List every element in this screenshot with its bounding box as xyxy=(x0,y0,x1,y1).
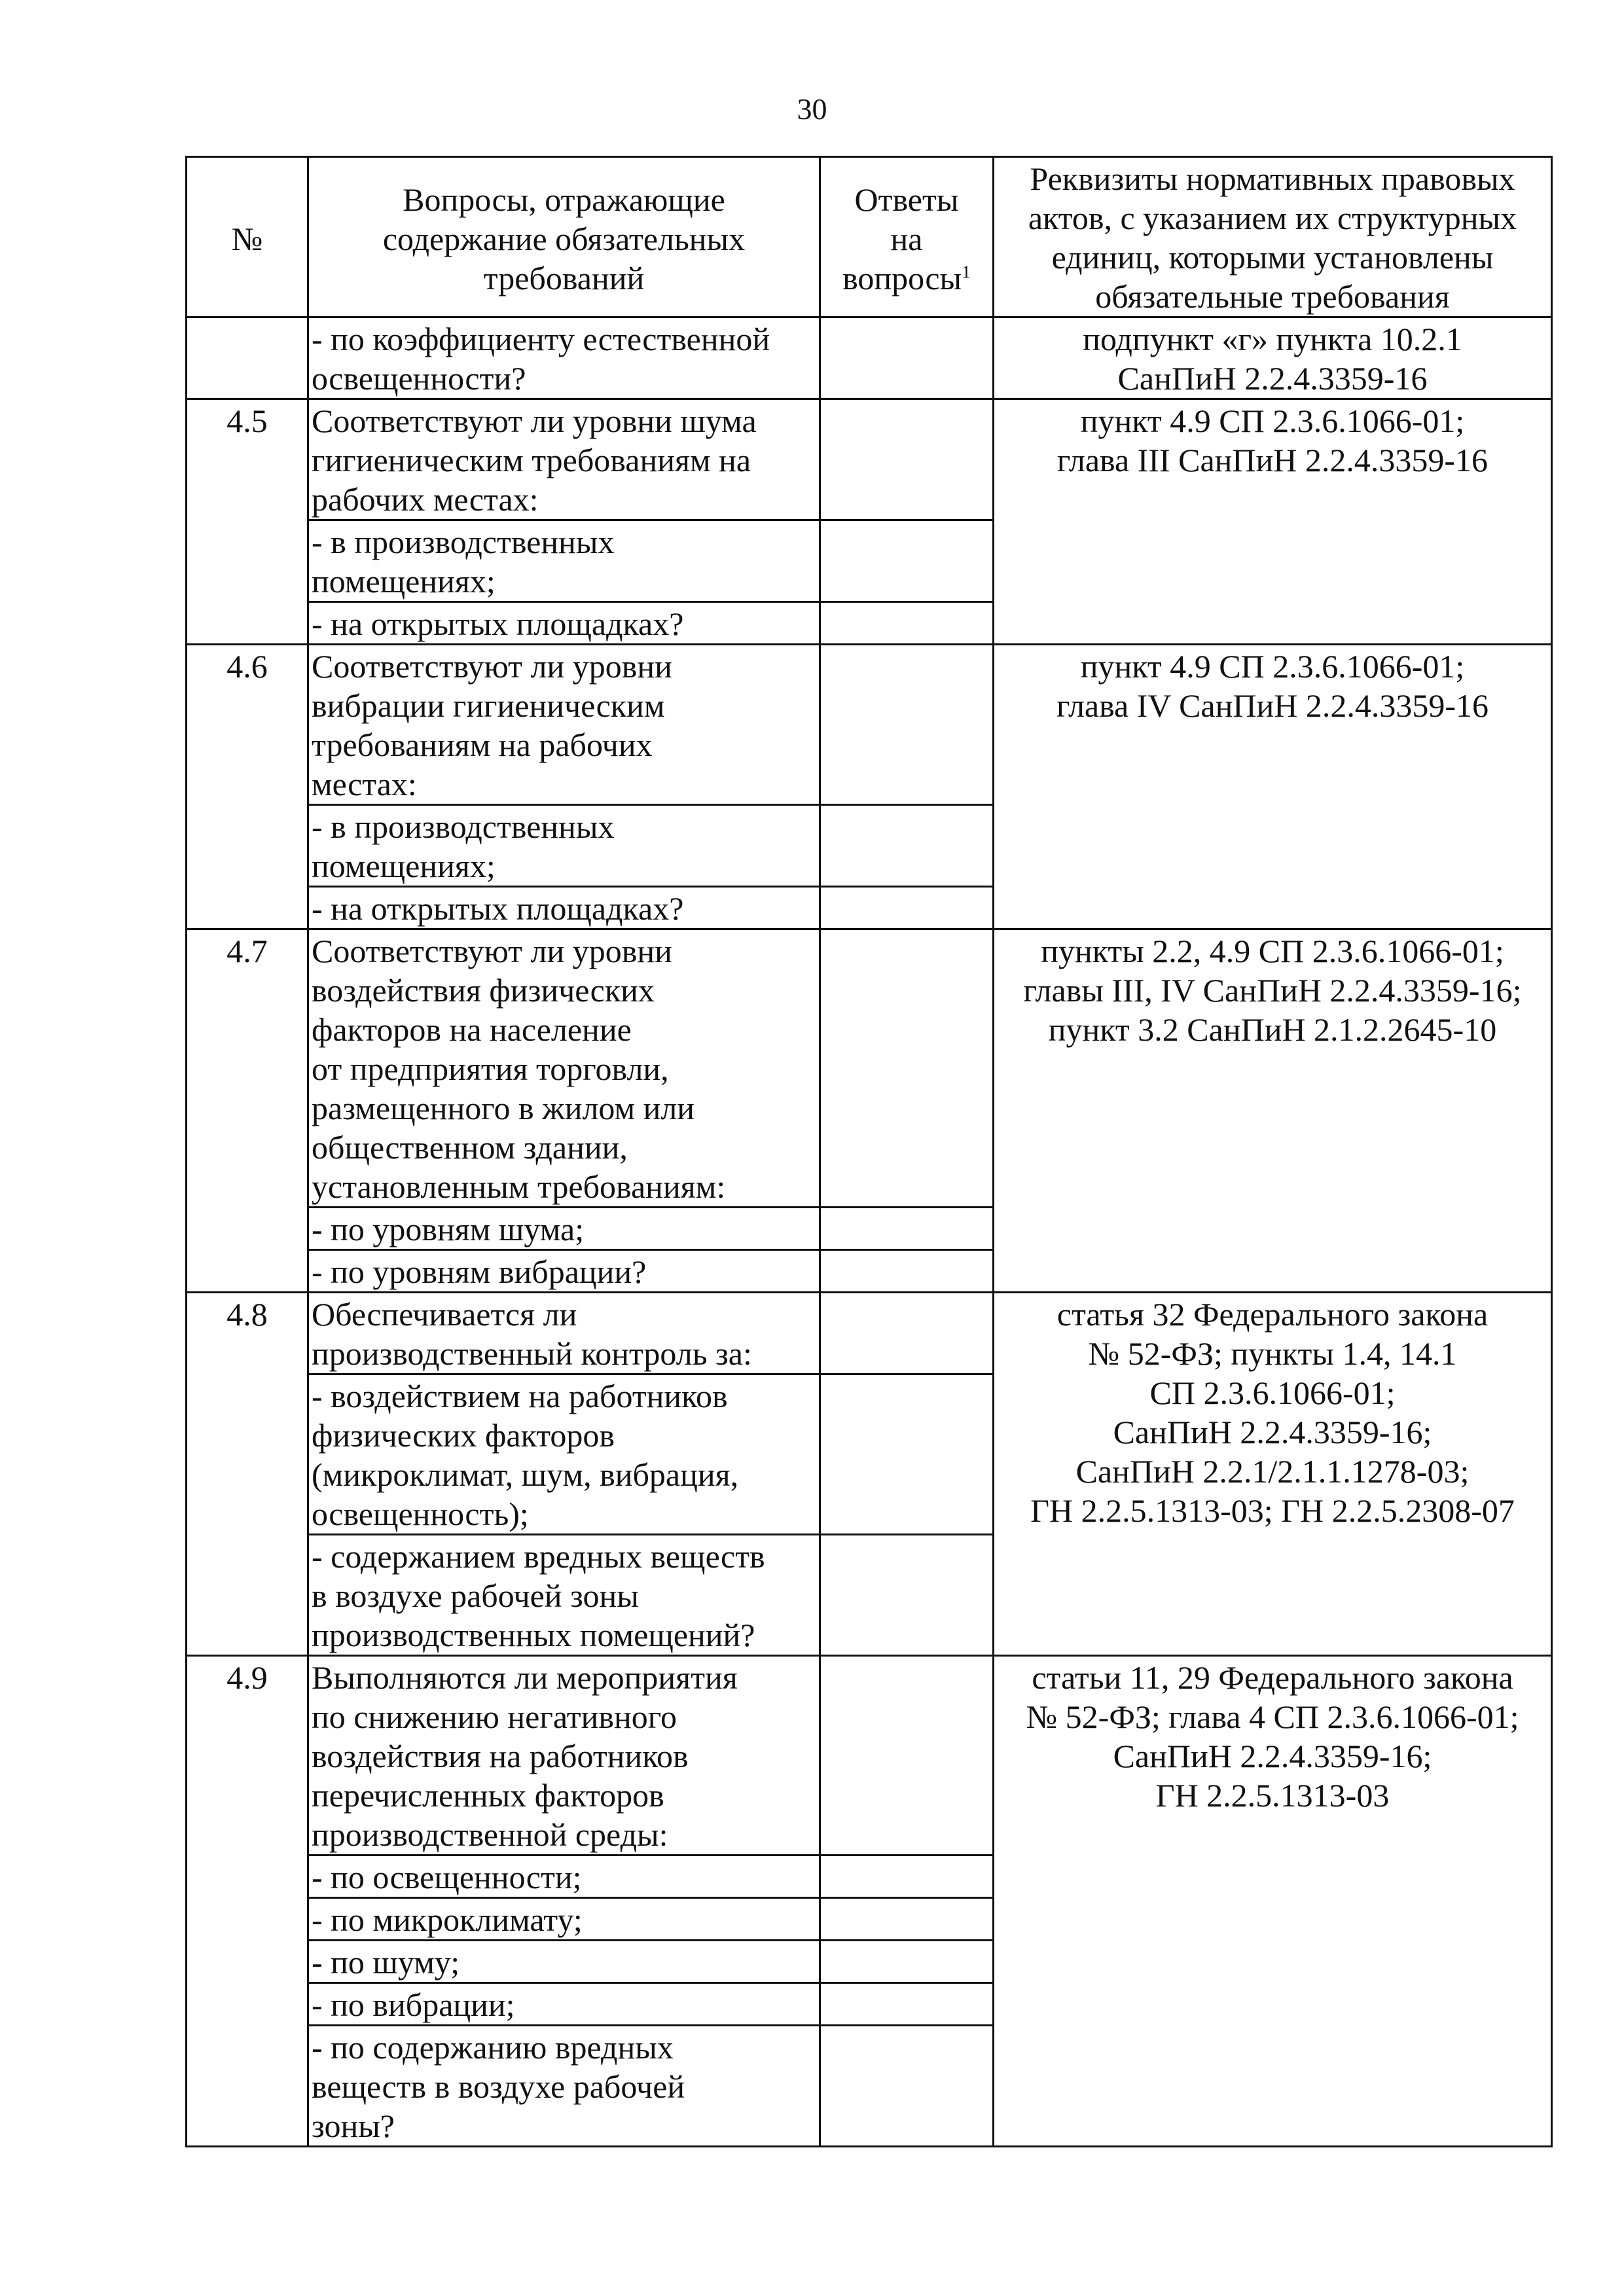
header-answers xyxy=(820,157,994,317)
question-line: рабочих местах: xyxy=(312,481,539,518)
question-line: установленным требованиям: xyxy=(312,1168,726,1205)
header-questions-line: содержание обязательных xyxy=(382,221,746,257)
answer-cell[interactable] xyxy=(820,1208,994,1250)
question-line: Выполняются ли мероприятия xyxy=(312,1659,738,1696)
question-line: - на открытых площадках? xyxy=(312,605,684,642)
reference-line: ГН 2.2.5.1313-03; ГН 2.2.5.2308-07 xyxy=(1030,1492,1515,1529)
answer-cell[interactable] xyxy=(820,1293,994,1374)
question-line: вибрации гигиеническим xyxy=(312,687,665,724)
question-line: (микроклимат, шум, вибрация, xyxy=(312,1456,739,1493)
reference-cell xyxy=(994,645,1552,929)
reference-line: статья 32 Федерального закона xyxy=(1056,1296,1489,1333)
reference-cell xyxy=(994,1656,1552,2147)
question-line: - по шуму; xyxy=(312,1944,460,1981)
answer-cell[interactable] xyxy=(820,1250,994,1293)
header-answers-line xyxy=(823,259,990,298)
item-number: 4.9 xyxy=(187,1656,308,2147)
reference-line: СанПиН 2.2.4.3359-16; xyxy=(1113,1738,1432,1774)
question-cell xyxy=(308,1898,820,1941)
question-cell xyxy=(308,1941,820,1983)
table-row xyxy=(187,929,1552,1208)
answer-cell[interactable] xyxy=(820,317,994,399)
question-line: Соответствуют ли уровни шума xyxy=(312,403,757,439)
table-row xyxy=(187,399,1552,520)
table-body xyxy=(187,317,1552,2147)
header-answers-line: Ответы xyxy=(854,181,959,218)
question-line: веществ в воздухе рабочей xyxy=(312,2068,685,2105)
question-line: перечисленных факторов xyxy=(312,1777,664,1814)
question-cell xyxy=(308,1856,820,1898)
answer-cell[interactable] xyxy=(820,2026,994,2147)
answer-cell[interactable] xyxy=(820,399,994,520)
reference-line: № 52-ФЗ; глава 4 СП 2.3.6.1066-01; xyxy=(1026,1698,1519,1735)
item-number: 4.8 xyxy=(187,1293,308,1656)
reference-line: подпункт «г» пункта 10.2.1 xyxy=(1083,321,1462,357)
question-cell xyxy=(308,399,820,520)
question-cell xyxy=(308,645,820,805)
answer-cell[interactable] xyxy=(820,1535,994,1656)
question-line: зоны? xyxy=(312,2108,395,2144)
table-row xyxy=(187,1656,1552,1856)
question-line: местах: xyxy=(312,766,417,802)
reference-line: глава IV СанПиН 2.2.4.3359-16 xyxy=(1056,687,1489,724)
header-answers-line: на xyxy=(890,221,923,257)
answer-cell[interactable] xyxy=(820,1898,994,1941)
footnote-mark: 1 xyxy=(962,261,971,282)
reference-line: СанПиН 2.2.4.3359-16 xyxy=(1117,360,1428,397)
question-line: общественном здании, xyxy=(312,1129,628,1166)
question-line: требованиям на рабочих xyxy=(312,726,653,763)
question-cell xyxy=(308,2026,820,2147)
reference-line: пункт 4.9 СП 2.3.6.1066-01; xyxy=(1080,648,1465,685)
question-line: помещениях; xyxy=(312,848,496,884)
question-line: Соответствуют ли уровни xyxy=(312,648,672,685)
reference-line: пункт 3.2 СанПиН 2.1.2.2645-10 xyxy=(1048,1011,1497,1048)
question-cell xyxy=(308,1374,820,1535)
table-row xyxy=(187,317,1552,399)
question-cell xyxy=(308,1983,820,2026)
question-line: освещенность); xyxy=(312,1496,529,1532)
header-questions xyxy=(308,157,820,317)
question-cell xyxy=(308,602,820,645)
reference-line: СП 2.3.6.1066-01; xyxy=(1149,1374,1396,1411)
question-cell xyxy=(308,805,820,887)
reference-cell xyxy=(994,399,1552,645)
question-line: Обеспечивается ли xyxy=(312,1296,577,1333)
reference-line: статьи 11, 29 Федерального закона xyxy=(1032,1659,1513,1696)
reference-cell xyxy=(994,1293,1552,1656)
question-line: - по освещенности; xyxy=(312,1859,582,1895)
header-number-label: № xyxy=(231,221,263,257)
header-references-line: обязательные требования xyxy=(1095,278,1450,315)
question-line: - воздействием на работников xyxy=(312,1378,728,1414)
question-line: по снижению негативного xyxy=(312,1698,677,1735)
reference-line: глава III СанПиН 2.2.4.3359-16 xyxy=(1056,442,1489,478)
question-line: - по содержанию вредных xyxy=(312,2029,674,2066)
reference-line: СанПиН 2.2.4.3359-16; xyxy=(1113,1414,1432,1450)
answer-cell[interactable] xyxy=(820,645,994,805)
question-cell xyxy=(308,1656,820,1856)
question-line: воздействия на работников xyxy=(312,1738,689,1774)
reference-line: ГН 2.2.5.1313-03 xyxy=(1155,1777,1390,1814)
question-line: физических факторов xyxy=(312,1417,615,1454)
header-references-line: актов, с указанием их структурных xyxy=(1028,200,1517,236)
question-cell xyxy=(308,1535,820,1656)
answer-cell[interactable] xyxy=(820,1656,994,1856)
table-header-row xyxy=(187,157,1552,317)
question-line: гигиеническим требованиям на xyxy=(312,442,751,478)
question-line: - по уровням вибрации? xyxy=(312,1253,647,1290)
question-line: - по вибрации; xyxy=(312,1986,515,2023)
reference-line: СанПиН 2.2.1/2.1.1.1278-03; xyxy=(1075,1453,1470,1490)
answer-cell[interactable] xyxy=(820,887,994,929)
question-cell xyxy=(308,1293,820,1374)
question-cell xyxy=(308,520,820,602)
header-references-line: Реквизиты нормативных правовых xyxy=(1030,160,1515,197)
item-number: 4.7 xyxy=(187,929,308,1293)
question-cell xyxy=(308,1250,820,1293)
answer-cell[interactable] xyxy=(820,520,994,602)
reference-line: № 52-ФЗ; пункты 1.4, 14.1 xyxy=(1088,1335,1457,1372)
header-number xyxy=(187,157,308,317)
header-questions-line: требований xyxy=(483,260,645,296)
question-line: - в производственных xyxy=(312,808,615,845)
question-cell xyxy=(308,887,820,929)
answer-cell[interactable] xyxy=(820,1983,994,2026)
question-line: производственных помещений? xyxy=(312,1617,755,1653)
question-line: - по коэффициенту естественной xyxy=(312,321,770,357)
question-cell xyxy=(308,317,820,399)
answer-cell[interactable] xyxy=(820,805,994,887)
question-line: Соответствуют ли уровни xyxy=(312,933,672,969)
question-line: воздействия физических xyxy=(312,972,655,1009)
header-references xyxy=(994,157,1552,317)
answer-cell[interactable] xyxy=(820,1374,994,1535)
reference-line: пункт 4.9 СП 2.3.6.1066-01; xyxy=(1080,403,1465,439)
question-line: - по уровням шума; xyxy=(312,1211,585,1247)
answer-cell[interactable] xyxy=(820,929,994,1208)
question-line: размещенного в жилом или xyxy=(312,1090,695,1126)
page-number: 30 xyxy=(797,92,827,126)
reference-line: пункты 2.2, 4.9 СП 2.3.6.1066-01; xyxy=(1041,933,1504,969)
reference-line: главы III, IV СанПиН 2.2.4.3359-16; xyxy=(1023,972,1522,1009)
reference-cell xyxy=(994,317,1552,399)
question-line: - содержанием вредных веществ xyxy=(312,1538,765,1575)
item-number: 4.6 xyxy=(187,645,308,929)
table-row xyxy=(187,645,1552,805)
question-line: производственной среды: xyxy=(312,1816,668,1853)
header-references-line: единиц, которыми установлены xyxy=(1051,239,1494,276)
question-cell xyxy=(308,1208,820,1250)
header-questions-line: Вопросы, отражающие xyxy=(403,181,725,218)
answer-cell[interactable] xyxy=(820,1856,994,1898)
question-line: - по микроклимату; xyxy=(312,1901,583,1938)
question-line: в воздухе рабочей зоны xyxy=(312,1577,639,1614)
reference-cell xyxy=(994,929,1552,1293)
item-number xyxy=(187,317,308,399)
question-line: факторов на население xyxy=(312,1011,632,1048)
question-line: - на открытых площадках? xyxy=(312,890,684,927)
question-line: от предприятия торговли, xyxy=(312,1050,669,1087)
answer-cell[interactable] xyxy=(820,602,994,645)
question-line: - в производственных xyxy=(312,524,615,560)
requirements-checklist-table xyxy=(185,156,1553,2147)
question-cell xyxy=(308,929,820,1208)
question-line: производственный контроль за: xyxy=(312,1335,752,1372)
item-number: 4.5 xyxy=(187,399,308,645)
question-line: освещенности? xyxy=(312,360,526,397)
question-line: помещениях; xyxy=(312,563,496,600)
answer-cell[interactable] xyxy=(820,1941,994,1983)
header-answers-text: вопросы xyxy=(842,260,962,296)
table-row xyxy=(187,1293,1552,1374)
